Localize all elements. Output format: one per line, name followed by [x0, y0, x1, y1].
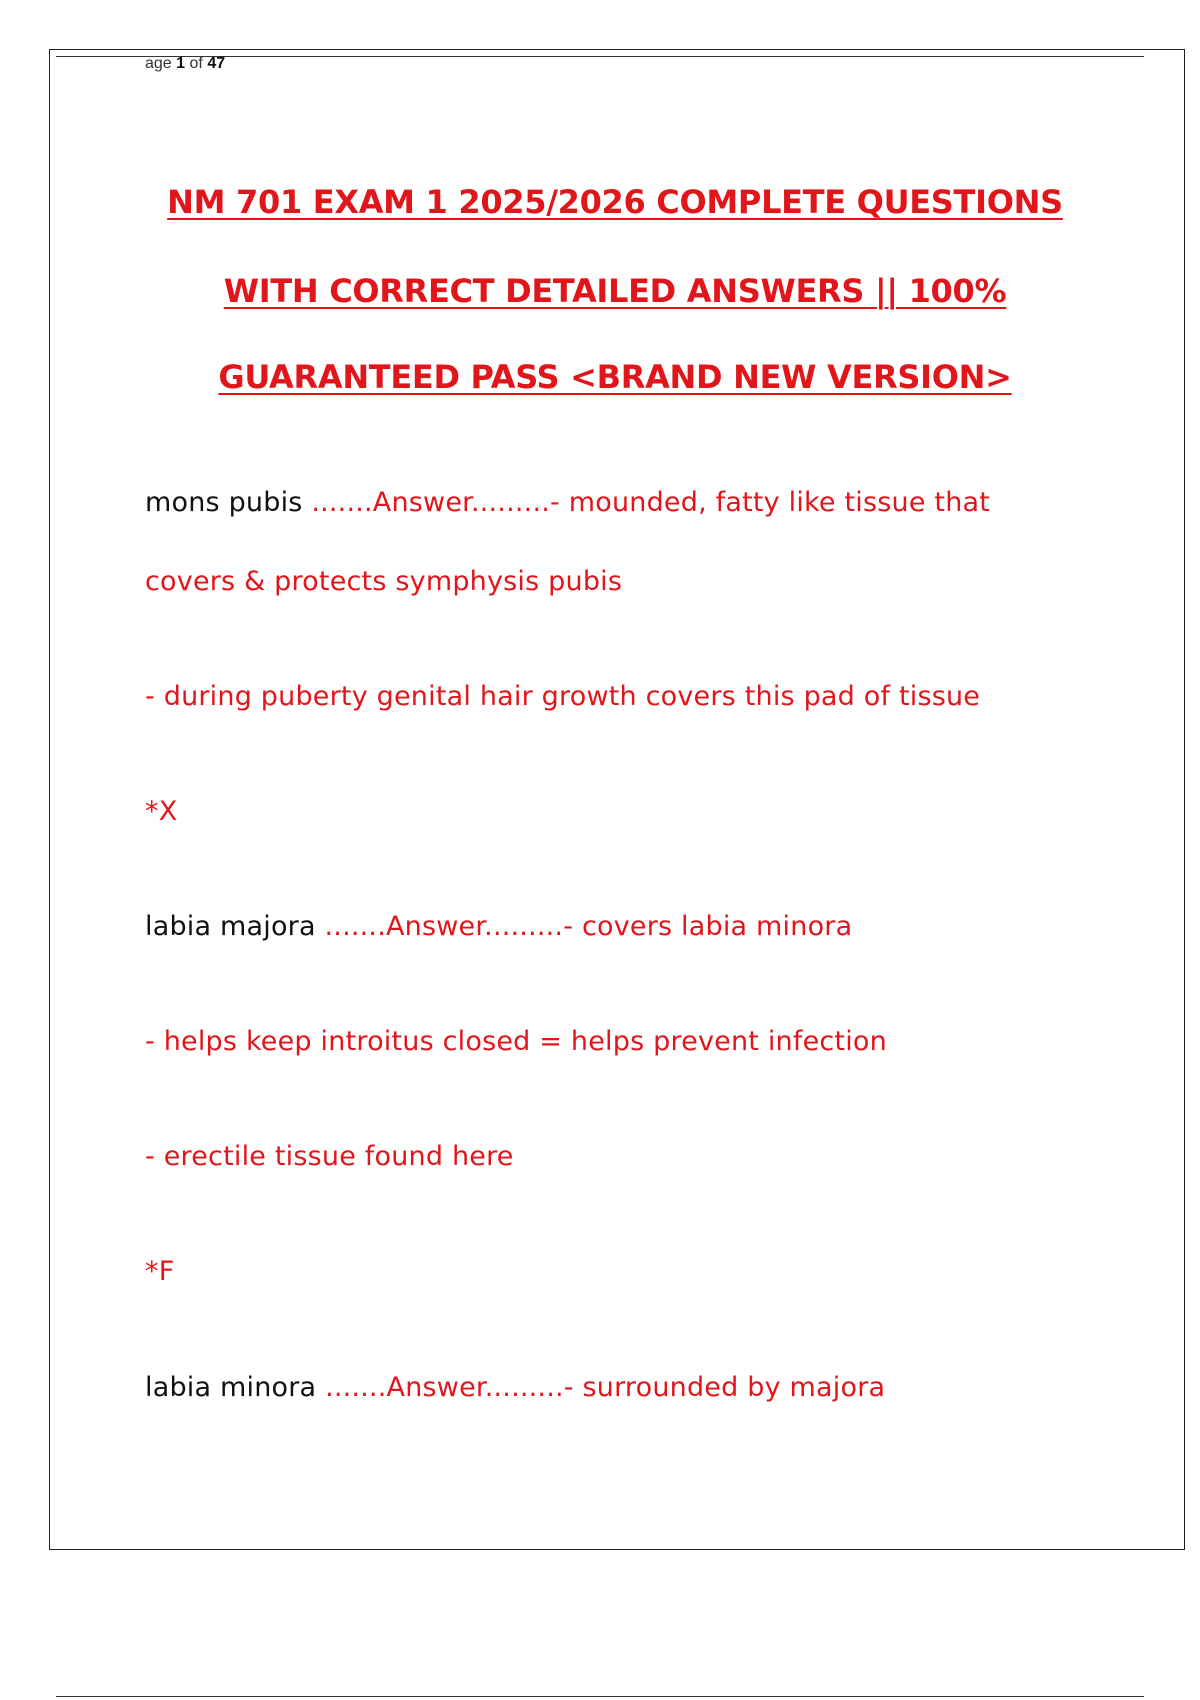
answer-key: *F [145, 1256, 175, 1287]
term: mons pubis [145, 487, 312, 518]
page-of: of [189, 55, 203, 72]
answer-key: *X [145, 796, 178, 827]
answer-text: covers labia minora [581, 911, 853, 942]
footer-rule [56, 1696, 1144, 1697]
answer-marker: .......Answer.........- [311, 487, 569, 518]
page-number [145, 55, 225, 73]
qa-question-line [145, 1371, 885, 1405]
page-current: 1 [176, 55, 186, 72]
term: labia majora [145, 911, 325, 942]
answer-continuation: covers & protects symphysis pubis [145, 566, 623, 597]
qa-question-line [145, 910, 852, 944]
term: labia minora [145, 1372, 326, 1403]
answer-text: mounded, fatty like tissue that [568, 487, 991, 518]
answer-marker: .......Answer.........- [325, 1372, 583, 1403]
answer-note: - erectile tissue found here [145, 1141, 514, 1172]
title-line-1: NM 701 EXAM 1 2025/2026 COMPLETE QUESTIONS [167, 183, 1063, 221]
title-line-2: WITH CORRECT DETAILED ANSWERS || 100% [223, 272, 1007, 310]
title-line-3: GUARANTEED PASS <BRAND NEW VERSION> [218, 358, 1012, 396]
qa-question-line [145, 486, 990, 520]
answer-text: surrounded by majora [582, 1372, 886, 1403]
page-total: 47 [207, 55, 226, 72]
page-prefix: age [145, 55, 172, 72]
answer-note: - during puberty genital hair growth covers this pad of tissue [145, 681, 981, 712]
answer-note: - helps keep introitus closed = helps prevent infection [145, 1026, 887, 1057]
answer-marker: .......Answer.........- [324, 911, 582, 942]
